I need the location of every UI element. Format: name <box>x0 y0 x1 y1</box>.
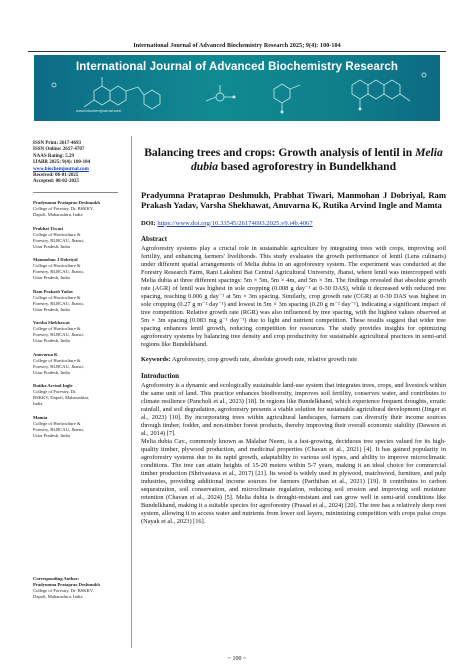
affiliation-line: College of Horticulture & <box>33 420 81 426</box>
issn-online: ISSN Online: 2617-4707 <box>33 147 85 153</box>
corresponding-label: Corresponding Author: <box>33 576 80 581</box>
affiliation-line: College of Horticulture & <box>33 357 81 363</box>
keywords-label: Keywords: <box>141 355 171 363</box>
doi-link[interactable]: https://www.doi.org/10.33545/26174693.2025.v9.i4b.4067 <box>157 219 313 227</box>
received-date: Received: 06-01-2025 <box>33 173 79 179</box>
affiliation-line: Forestry, RLBCAU, Jhansi, <box>33 332 84 338</box>
abstract-text: Agroforestry systems play a crucial role in sustainable agriculture by integrating trees with crops, improving soil fertility, and enhancing farmers' livelihoods. This study evaluates the growth performance of lentil (Lens culinaris) under different spatial arrangements of Melia dubia in an agroforestry system. The experiment was conducted at the Forestry Research Farm, Rani Lakshmi Bai Central Agricultural University, Jhansi, where lentil was intercropped with Melia dubia at three different spacings: 5m × 5m, 5m × 4m, and 5m × 3m. The findings revealed that absolute growth rate (AGR) of lentil was highest in sole cropping (0.008 g day⁻¹ at 0-30 DAS), while it decreased with reduced tree spacing, reaching 0.006 g day⁻¹ at 5m × 3m spacing. Similarly, crop growth rate (CGR) at 0-30 DAS was highest in sole cropping (0.27 g m⁻² day⁻¹) and lowest in 5m × 3m spacing (0.20 g m⁻² day⁻¹), indicating a significant impact of tree competition. Relative growth rate (RGR) was also influenced by tree spacing, with the highest values observed at 5m × 3m spacing (0.083 mg g⁻¹ day⁻¹) due to light and nutrient competition. These results suggest that wider tree spacing enhances lentil growth, reducing competition for resources. The study provides insights for optimizing agroforestry systems by balancing tree density and crop productivity for sustainable agricultural practices in semi-arid regions like Bundelkhand. <box>141 244 446 348</box>
affiliation-line: College of Horticulture & <box>33 263 81 269</box>
sidebar-divider <box>33 192 118 193</box>
affiliation-line: Forestry, RLBCAU, Jhansi, <box>33 300 84 306</box>
journal-banner <box>34 55 440 121</box>
affiliation-line: Uttar Pradesh, India <box>33 243 70 249</box>
article-title <box>141 146 446 173</box>
introduction-text: Agroforestry is a dynamic and ecologically sustainable land-use system that integrates trees, crops, and livestock within the same unit of land. This practice enhances biodiversity, improves soil fertility, conserves water, and contributes to climate resilience (Pancholi et al., 2023) [18]. In regions like Bundelkhand, which experience frequent droughts, erratic rainfall, and soil degradation, agroforestry presents a viable solution for sustainable agricultural development (Jinger et al., 2023) [10]. By incorporating trees within agricultural landscapes, farmers can diversify their income sources through timber, fodder, and non-timber forest products, thereby improving their overall economic stability (Dawson et al., 2014) [7]. Melia dubia Cav., commonly known as Malabar Neem, is a fast-growing, deciduous tree species valued for its high-quality timber, plywood production, and medicinal properties (Chavan et al., 2021) [4]. It has gained popularity in agroforestry systems due to its rapid growth, adaptability to various soil types, and ability to improve microclimatic conditions. The tree can attain heights of 15-20 meters within 5-7 years, making it an ideal choice for commercial timber production (Shrivastava et al., 2017) [21]. Its wood is widely used in plywood, matchwood, furniture, and pulp industries, providing additional income sources for farmers (Parthiban et al., 2021) [19]. It contributes to carbon sequestration, soil conservation, and microclimate regulation, reducing soil erosion and improving soil moisture retention (Chavan et al., 2024) [5]. Melia dubia is drought-resistant and can grow well in semi-arid conditions like Bundelkhand, making it a suitable species for agroforestry (Prasad et al., 2024) [20]. The tree has a relatively deep root system, allowing it to access water and nutrients from lower soil layers, minimizing competition with crops pulse crops (Nayak et al., 2023) [16]. <box>141 381 446 526</box>
affiliation-line: Uttar Pradesh, India <box>33 432 70 438</box>
column-divider <box>131 136 132 648</box>
affiliation-name: Varsha Shekhawat <box>33 320 70 326</box>
affiliation-item <box>33 415 128 439</box>
affiliation-item <box>33 383 128 407</box>
affiliation-line: College of Forestry, Dr. BSKKV, <box>33 206 94 212</box>
journal-volume: IJABR 2025; 9(4): 100-104 <box>33 160 91 166</box>
banner-url[interactable]: www.biochemjournal.com <box>76 108 122 113</box>
affiliation-line: Forestry, RLBCAU, Jhansi, <box>33 269 84 275</box>
title-text: Balancing trees and crops: Growth analysis of lentil in <box>144 146 416 159</box>
corresponding-author <box>33 576 128 600</box>
affiliation-line: College of Forestry, Dr. <box>33 389 77 395</box>
affiliation-item <box>33 200 128 218</box>
affiliation-name: Ram Prakash Yadav <box>33 288 74 294</box>
affiliation-item <box>33 289 128 313</box>
naas-rating: NAAS Rating: 5.29 <box>33 153 74 159</box>
affiliation-line: Forestry, RLBCAU, Jhansi, <box>33 237 84 243</box>
affiliation-item <box>33 320 128 344</box>
affiliation-line: Uttar Pradesh, India <box>33 275 70 281</box>
affiliation-line: College of Horticulture & <box>33 294 81 300</box>
affiliation-line: Uttar Pradesh, India <box>33 369 70 375</box>
affiliation-name: Prabhat Tiwari <box>33 225 64 231</box>
journal-citation-line: International Journal of Advanced Biochemistry Research 2025; 9(4): 100-104 <box>133 43 341 49</box>
affiliation-line: Forestry, RLBCAU, Jhansi, <box>33 363 84 369</box>
corresponding-line: College of Forestry, Dr. BSKKV, <box>33 588 94 593</box>
affiliation-item <box>33 352 128 376</box>
doi-line <box>141 220 446 227</box>
affiliation-line: College of Horticulture & <box>33 326 81 332</box>
issn-print: ISSN Print: 2617-4693 <box>33 141 82 146</box>
page-number: ~ 100 ~ <box>227 656 247 662</box>
introduction-heading: Introduction <box>141 371 179 380</box>
title-text-end: based agroforestry in Bundelkhand <box>218 159 397 173</box>
affiliation-line: Uttar Pradesh, India <box>33 338 70 344</box>
affiliation-item <box>33 226 128 250</box>
affiliation-name: Mamta <box>33 414 48 420</box>
top-rule <box>28 51 446 52</box>
sidebar <box>33 141 128 439</box>
corresponding-name: Pradyumna Prataprao Deshmukh <box>33 582 100 587</box>
author-list: Pradyumna Prataprao Deshmukh, Prabhat Tiwari, Manmohan J Dobriyal, Ram Prakash Yadav, Varsha Shekhawat, Anuvarna K, Rutika Arvind Ingle and Mamta <box>141 190 446 211</box>
affiliation-line: India <box>33 401 43 407</box>
title-species: Melia dubia <box>190 146 443 173</box>
keywords-line <box>141 356 446 364</box>
affiliation-line: Forestry, RLBCAU, Jhansi, <box>33 426 84 432</box>
affiliation-item <box>33 257 128 281</box>
abstract-heading: Abstract <box>141 234 168 243</box>
corresponding-line: Dapoli, Maharashtra, India <box>33 594 83 599</box>
affiliation-name: Pradyumna Prataprao Deshmukh <box>33 200 100 206</box>
affiliation-line: Dapoli, Maharashtra, India <box>33 212 83 218</box>
affiliation-name: Manmohan J Dobriyal <box>33 257 78 263</box>
doi-label: DOI: <box>141 219 156 227</box>
journal-website-link[interactable]: www.biochemjournal.com <box>33 166 89 172</box>
banner-journal-title: International Journal of Advanced Biochemistry Research <box>75 61 399 73</box>
article-main <box>141 146 446 526</box>
affiliation-line: College of Horticulture & <box>33 231 81 237</box>
affiliation-name: Anuvarna K <box>33 351 58 357</box>
affiliation-name: Rutika Arvind Ingle <box>33 383 73 389</box>
article-meta <box>33 141 128 186</box>
keywords-text: Agroforestry, crop growth rate, absolute growth rate, relative growth rate <box>171 355 358 363</box>
affiliation-line: Uttar Pradesh, India <box>33 306 70 312</box>
affiliation-line: BSKKV, Dapoli, Maharashtra, <box>33 395 90 401</box>
accepted-date: Accepted: 08-02-2025 <box>33 179 79 185</box>
